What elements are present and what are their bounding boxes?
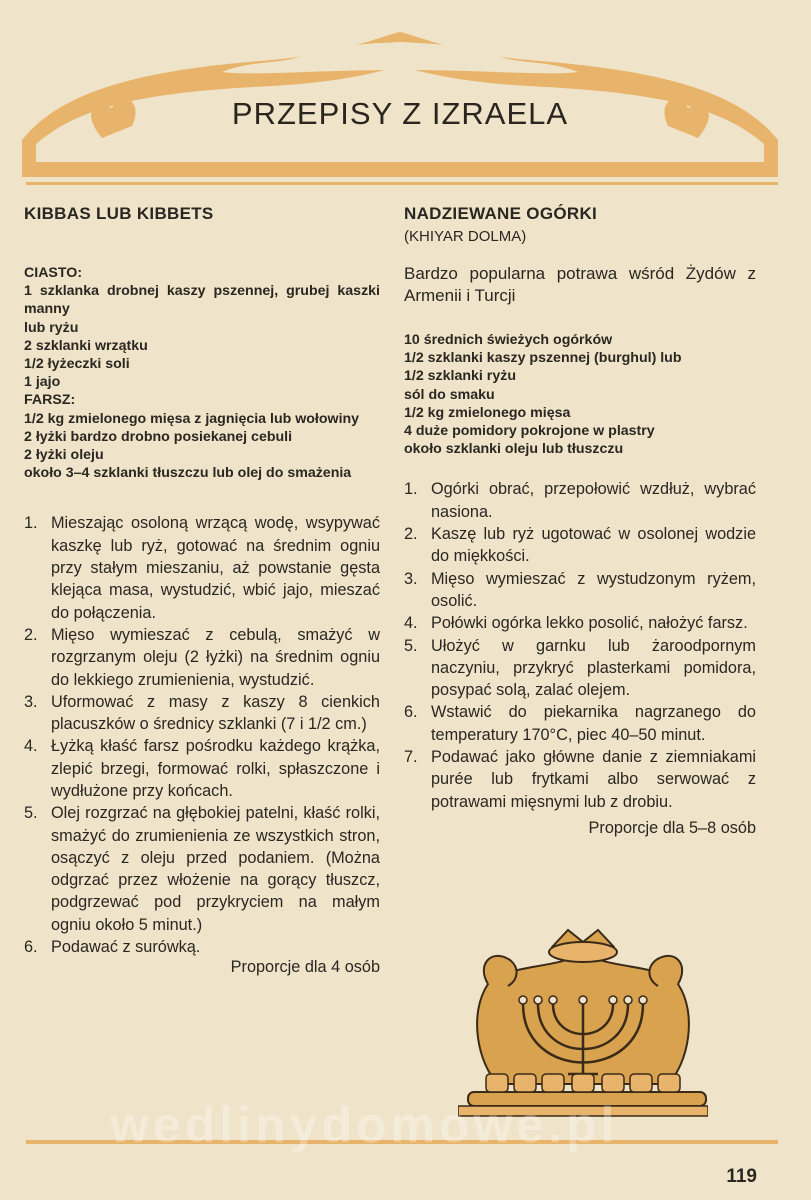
ingredient: 1 szklanka drobnej kaszy pszennej, grubej kaszki manny [24,283,380,318]
portions: Proporcje dla 4 osób [230,958,380,977]
ingredient: około 3–4 szklanki tłuszczu lub olej do smażenia [24,465,352,482]
ingredient: FARSZ: [24,392,76,409]
recipe-intro: Bardzo popularna potrawa wśród Żydów z Armenii i Turcji [404,264,756,305]
watermark: wedlinydomowe.pl [110,1097,619,1153]
page-title: PRZEPISY Z IZRAELA [231,96,569,131]
ingredient: 1/2 kg zmielonego mięsa z jagnięcia lub wołowiny [24,410,360,427]
step: 5. Ułożyć w garnku lub żaroodpornym naczyniu, przykryć plasterkami pomidora, posypać solą, zalać olejem. [404,636,756,700]
step: 1. Ogórki obrać, przepołowić wzdłuż, wybrać nasiona. [404,480,756,521]
step: 7. Podawać jako główne danie z ziemniakami purée lub frytkami albo serwować z potrawami mięsnymi lub z drobiu. [404,747,756,811]
page-number: 119 [726,1166,757,1187]
step-list [24,512,380,958]
ingredient-list [24,264,380,482]
step: 6. Podawać z surówką. [24,938,201,957]
ingredient-list [404,331,756,458]
header-banner [22,30,778,180]
ingredient: 10 średnich świeżych ogórków [404,332,613,348]
ingredient: 1/2 łyżeczki soli [24,356,130,373]
step: 4. Połówki ogórka lekko posolić, nałożyć farsz. [404,614,748,633]
recipe-title: KIBBAS LUB KIBBETS [24,204,214,223]
menorah-icon [458,924,708,1124]
step: 4. Łyżką kłaść farsz pośrodku każdego krążka, zlepić brzegi, formować rolki, spłaszczone i wydłużone przy końcach. [24,737,380,800]
ingredient: 4 duże pomidory pokrojone w plastry [404,423,655,440]
ingredient: 2 szklanki wrzątku [24,337,148,354]
step: 1. Mieszając osoloną wrzącą wodę, wsypywać kaszkę lub ryż, gotować na średnim ogniu przy stałym mieszaniu, aż powstanie gęsta klejąca masa, wystudzić, wbić jajo, mieszać do połączenia. [24,514,380,622]
ingredient: 1/2 szklanki ryżu [404,368,516,385]
ingredient: około szklanki oleju lub tłuszczu [404,441,624,458]
recipe-title: NADZIEWANE OGÓRKI [404,204,598,223]
step: 5. Olej rozgrzać na głębokiej patelni, kłaść rolki, smażyć do zrumienienia ze wszystkich stron, osączyć z oleju przed podaniem. (Można odgrzać przez włożenie na gorący tłuszcz, podgrzewać pod przykryciem na małym ogniu około 5 minut.) [24,804,380,934]
recipe-stuffed-cucumbers [404,204,756,838]
ingredient: 2 łyżki oleju [24,447,104,464]
ingredient: lub ryżu [24,319,79,336]
step: 2. Kaszę lub ryż ugotować w osolonej wodzie do miękkości. [404,525,756,566]
ingredient: 1 jajo [24,374,61,391]
step: 2. Mięso wymieszać z cebulą, smażyć w rozgrzanym oleju (2 łyżki) na średnim ogniu do lekkiego zrumienienia, wystudzić. [24,625,380,689]
menorah-illustration [458,924,708,1124]
ingredient: 1/2 szklanki kaszy pszennej (burghul) lub [404,350,682,367]
step: 3. Uformować z masy z kaszy 8 cienkich placuszków o średnicy szklanki (7 i 1/2 cm.) [24,692,380,734]
recipe-subtitle: (KHIYAR DOLMA) [404,228,527,245]
ingredient: sól do smaku [404,386,495,403]
ingredient: 1/2 kg zmielonego mięsa [404,404,571,421]
step: 3. Mięso wymieszać z wystudzonym ryżem, osolić. [404,569,756,610]
recipe-kibbas [24,204,380,977]
step: 6. Wstawić do piekarnika nagrzanego do temperatury 170°C, piec 40–50 minut. [404,703,756,744]
step-list [404,478,756,812]
ingredient: 2 łyżki bardzo drobno posiekanej cebuli [24,428,293,445]
top-divider [26,182,778,185]
ingredient: CIASTO: [24,265,83,281]
portions: Proporcje dla 5–8 osób [588,818,756,837]
